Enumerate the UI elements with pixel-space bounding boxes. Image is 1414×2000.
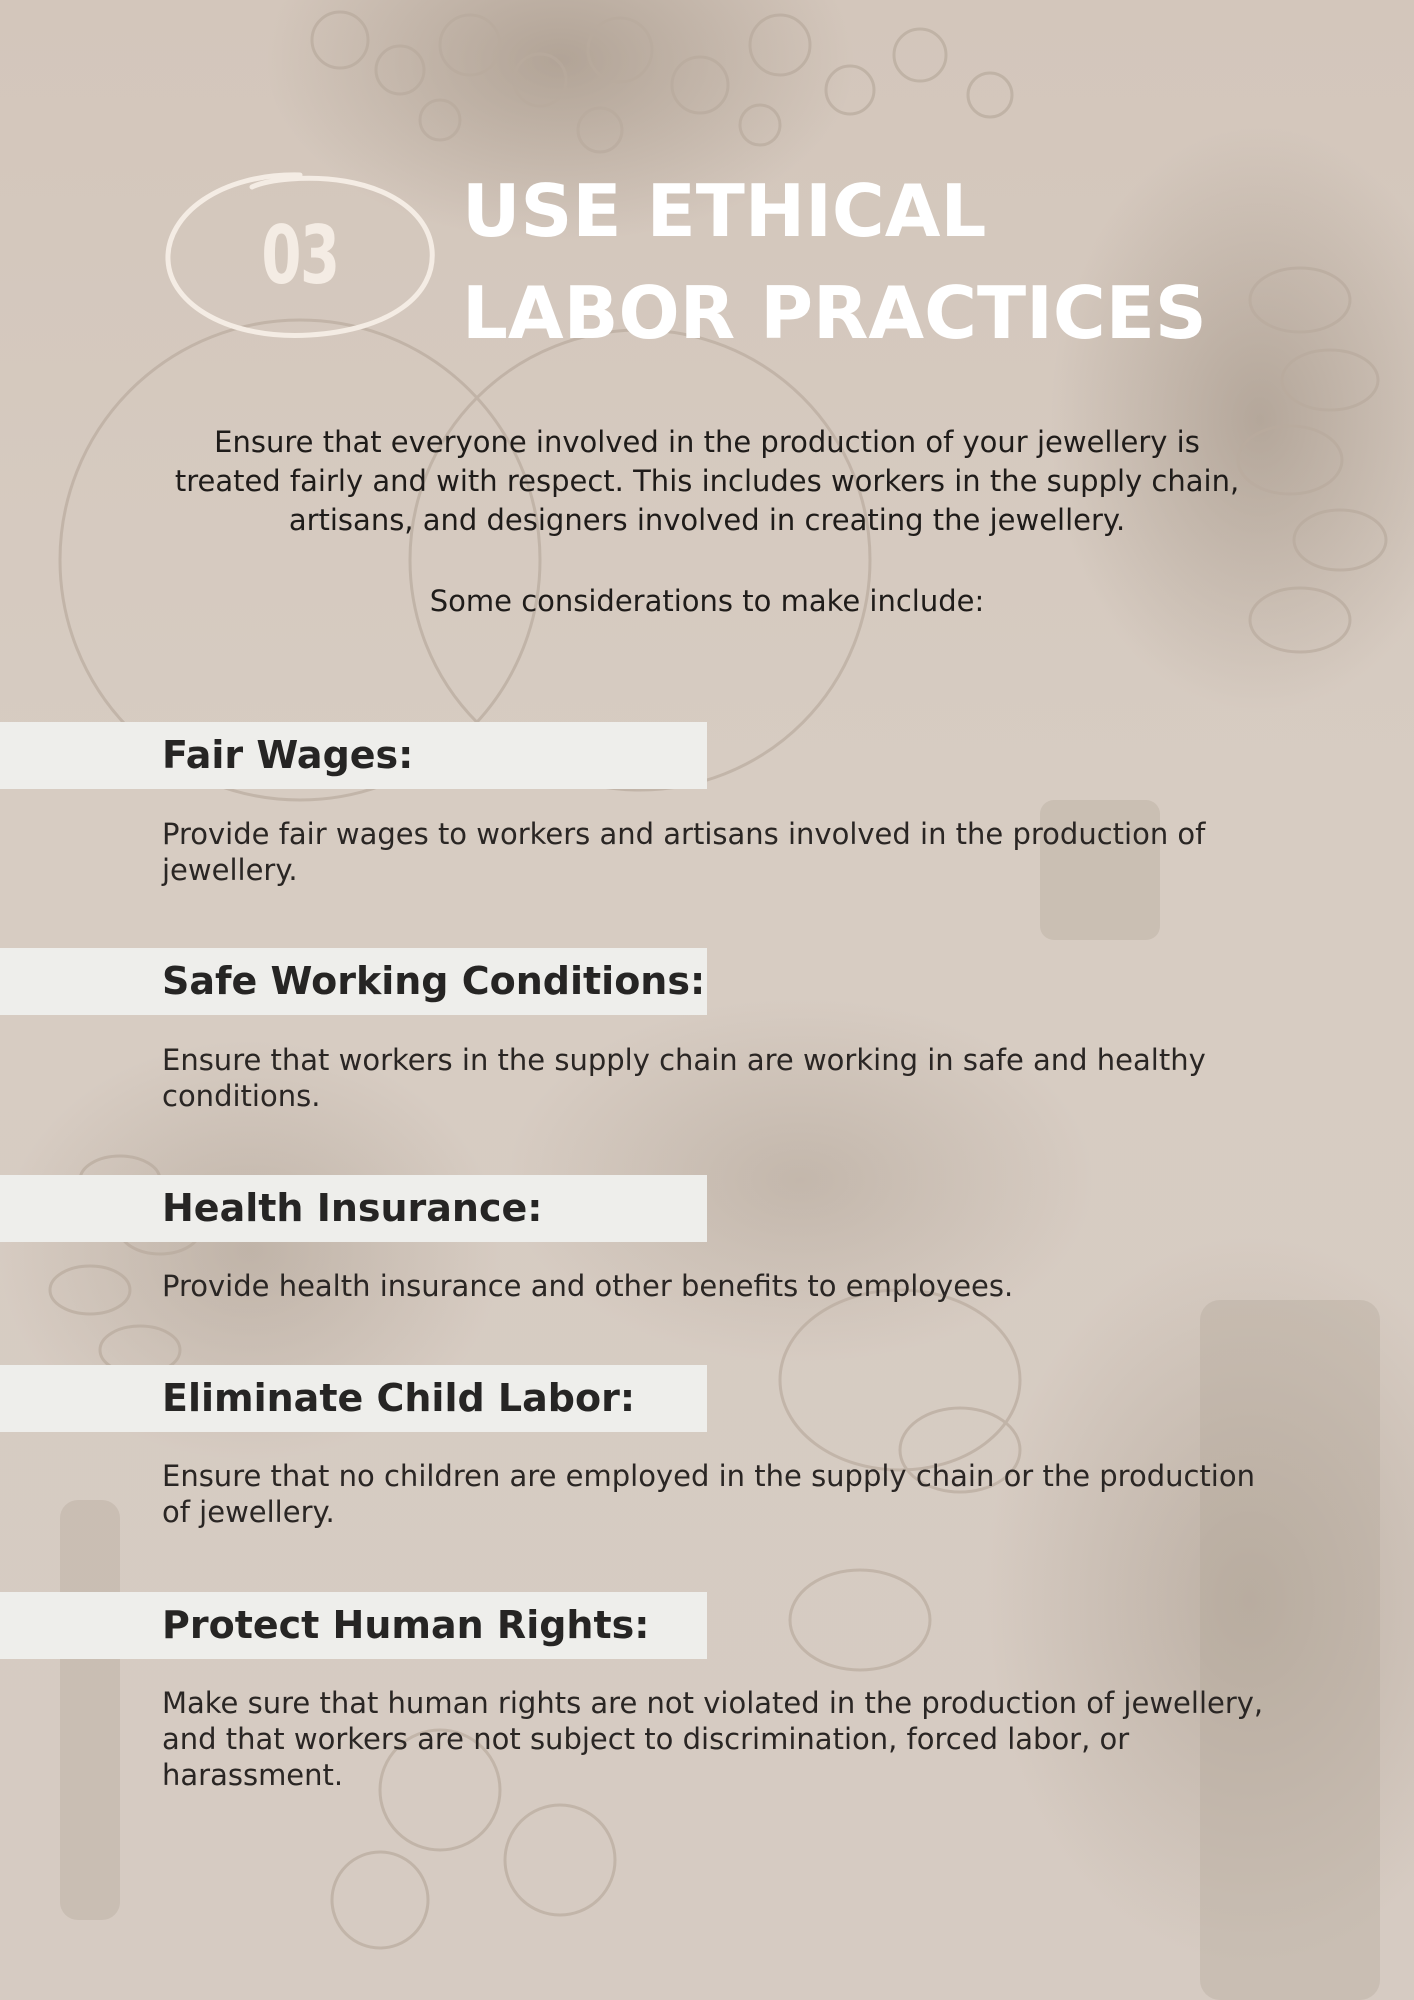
section-number: 03: [261, 208, 339, 302]
item-description: Provide health insurance and other benefits to employees.: [162, 1269, 1014, 1303]
considerations-label: Some considerations to make include:: [429, 584, 985, 618]
item-heading-bar: [0, 1365, 707, 1432]
item-heading: Health Insurance:: [162, 1186, 543, 1230]
item-heading: Safe Working Conditions:: [162, 959, 706, 1003]
item-description: Ensure that workers in the supply chain are working in safe and healthy conditions.: [162, 1043, 1206, 1113]
page-title: USE ETHICAL LABOR PRACTICES: [462, 169, 1207, 355]
item-heading: Eliminate Child Labor:: [162, 1376, 636, 1420]
item-heading-bar: [0, 722, 707, 789]
item-description: Ensure that no children are employed in the supply chain or the production of jewellery.: [162, 1459, 1255, 1529]
item-heading: Protect Human Rights:: [162, 1603, 650, 1647]
item-heading-bar: [0, 1175, 707, 1242]
section-number-badge: [160, 165, 440, 345]
item-description: Provide fair wages to workers and artisans involved in the production of jewellery.: [162, 817, 1206, 887]
item-heading-bar: [0, 948, 707, 1015]
item-heading-bar: [0, 1592, 707, 1659]
item-description: Make sure that human rights are not violated in the production of jewellery, and that workers are not subject to discrimination, forced labor, or harassment.: [162, 1686, 1264, 1792]
item-heading: Fair Wages:: [162, 733, 414, 777]
intro-paragraph: Ensure that everyone involved in the production of your jewellery is treated fairly and with respect. This includes workers in the supply chain, artisans, and designers involved in creating the jewellery.: [174, 425, 1240, 537]
